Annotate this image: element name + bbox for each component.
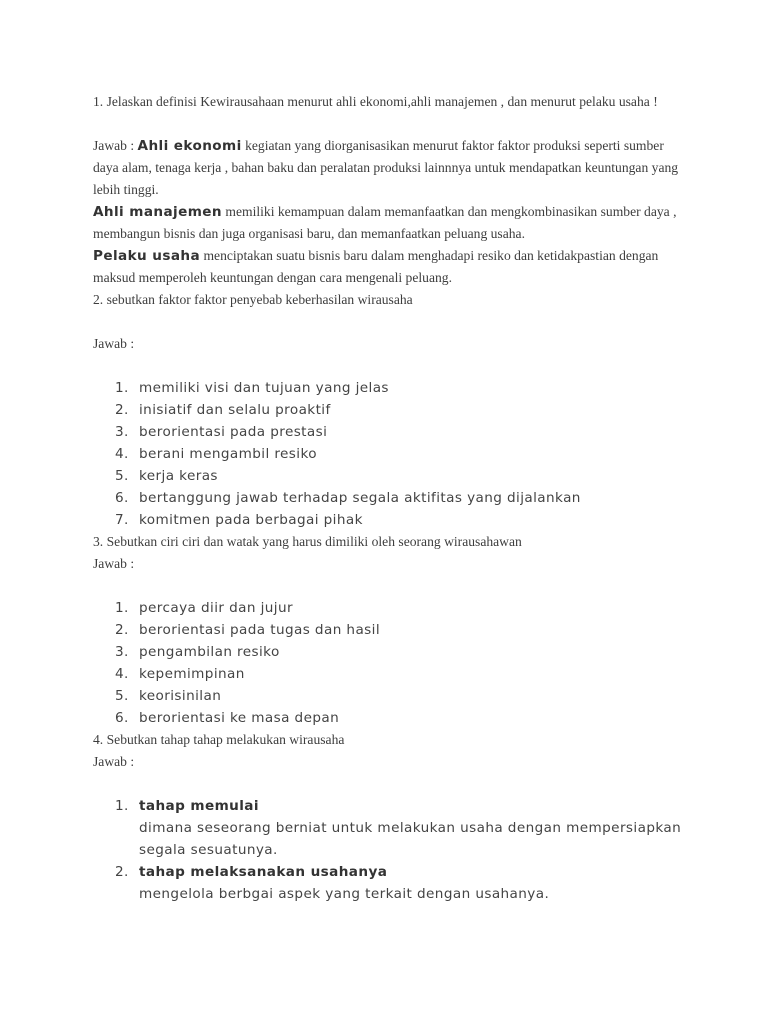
- question-2: 2. sebutkan faktor faktor penyebab keberhasilan wirausaha: [93, 292, 413, 307]
- answer-1-pelaku-usaha: [93, 245, 683, 289]
- list-q2: [93, 377, 683, 531]
- list-item: 1. tahap memulai dimana seseorang berniat untuk melakukan usaha dengan mempersiapkan segala sesuatunya.: [115, 798, 682, 858]
- list-item: 4. kepemimpinan: [115, 666, 245, 682]
- term-pelaku-usaha: Pelaku usaha: [93, 248, 201, 264]
- list-item: 7. komitmen pada berbagai pihak: [115, 512, 363, 528]
- list-item: 4. berani mengambil resiko: [115, 446, 317, 462]
- list-item: 1. memiliki visi dan tujuan yang jelas: [115, 380, 389, 396]
- stage-description: dimana seseorang berniat untuk melakukan usaha dengan mempersiapkan segala sesuatunya.: [139, 820, 682, 858]
- list-q4: [93, 795, 683, 905]
- jawab-label-3: Jawab :: [93, 556, 135, 571]
- list-item: 3. pengambilan resiko: [115, 644, 280, 660]
- jawab-label-4: Jawab :: [93, 754, 135, 769]
- list-item: 6. bertanggung jawab terhadap segala aktifitas yang dijalankan: [115, 490, 581, 506]
- jawab-label: Jawab :: [93, 138, 138, 153]
- answer-1-ahli-ekonomi: [93, 135, 683, 201]
- jawab-label-2: Jawab :: [93, 336, 135, 351]
- document-page: [93, 90, 683, 905]
- stage-description: mengelola berbgai aspek yang terkait dengan usahanya.: [139, 886, 550, 902]
- term-ahli-ekonomi: Ahli ekonomi: [137, 138, 242, 154]
- question-4: 4. Sebutkan tahap tahap melakukan wirausaha: [93, 732, 345, 747]
- stage-title: tahap melaksanakan usahanya: [139, 864, 388, 880]
- list-item: 2. inisiatif dan selalu proaktif: [115, 402, 331, 418]
- definition-ahli-manajemen: memiliki kemampuan dalam memanfaatkan dan mengkombinasikan sumber daya , membangun bisnis dan juga organisasi baru, dan memanfaatkan peluang usaha.: [93, 204, 677, 241]
- term-ahli-manajemen: Ahli manajemen: [93, 204, 222, 220]
- list-item: 1. percaya diir dan jujur: [115, 600, 293, 616]
- question-3: 3. Sebutkan ciri ciri dan watak yang harus dimiliki oleh seorang wirausahawan: [93, 534, 522, 549]
- list-q3: [93, 597, 683, 729]
- definition-ahli-ekonomi: kegiatan yang diorganisasikan menurut faktor faktor produksi seperti sumber daya alam, tenaga kerja , bahan baku dan peralatan produksi lainnnya untuk mendapatkan keuntungan yang lebih tinggi.: [93, 138, 679, 197]
- list-item: 5. keorisinilan: [115, 688, 222, 704]
- list-item: 2. berorientasi pada tugas dan hasil: [115, 622, 381, 638]
- answer-1-ahli-manajemen: [93, 201, 683, 245]
- list-item: 2. tahap melaksanakan usahanya mengelola berbgai aspek yang terkait dengan usahanya.: [115, 864, 550, 902]
- definition-pelaku-usaha: menciptakan suatu bisnis baru dalam menghadapi resiko dan ketidakpastian dengan maksud memperoleh keuntungan dengan cara mengenali peluang.: [93, 248, 659, 285]
- list-item: 5. kerja keras: [115, 468, 218, 484]
- list-item: 3. berorientasi pada prestasi: [115, 424, 328, 440]
- stage-title: tahap memulai: [139, 798, 259, 814]
- question-1: 1. Jelaskan definisi Kewirausahaan menurut ahli ekonomi,ahli manajemen , dan menurut pelaku usaha !: [93, 94, 658, 109]
- list-item: 6. berorientasi ke masa depan: [115, 710, 340, 726]
